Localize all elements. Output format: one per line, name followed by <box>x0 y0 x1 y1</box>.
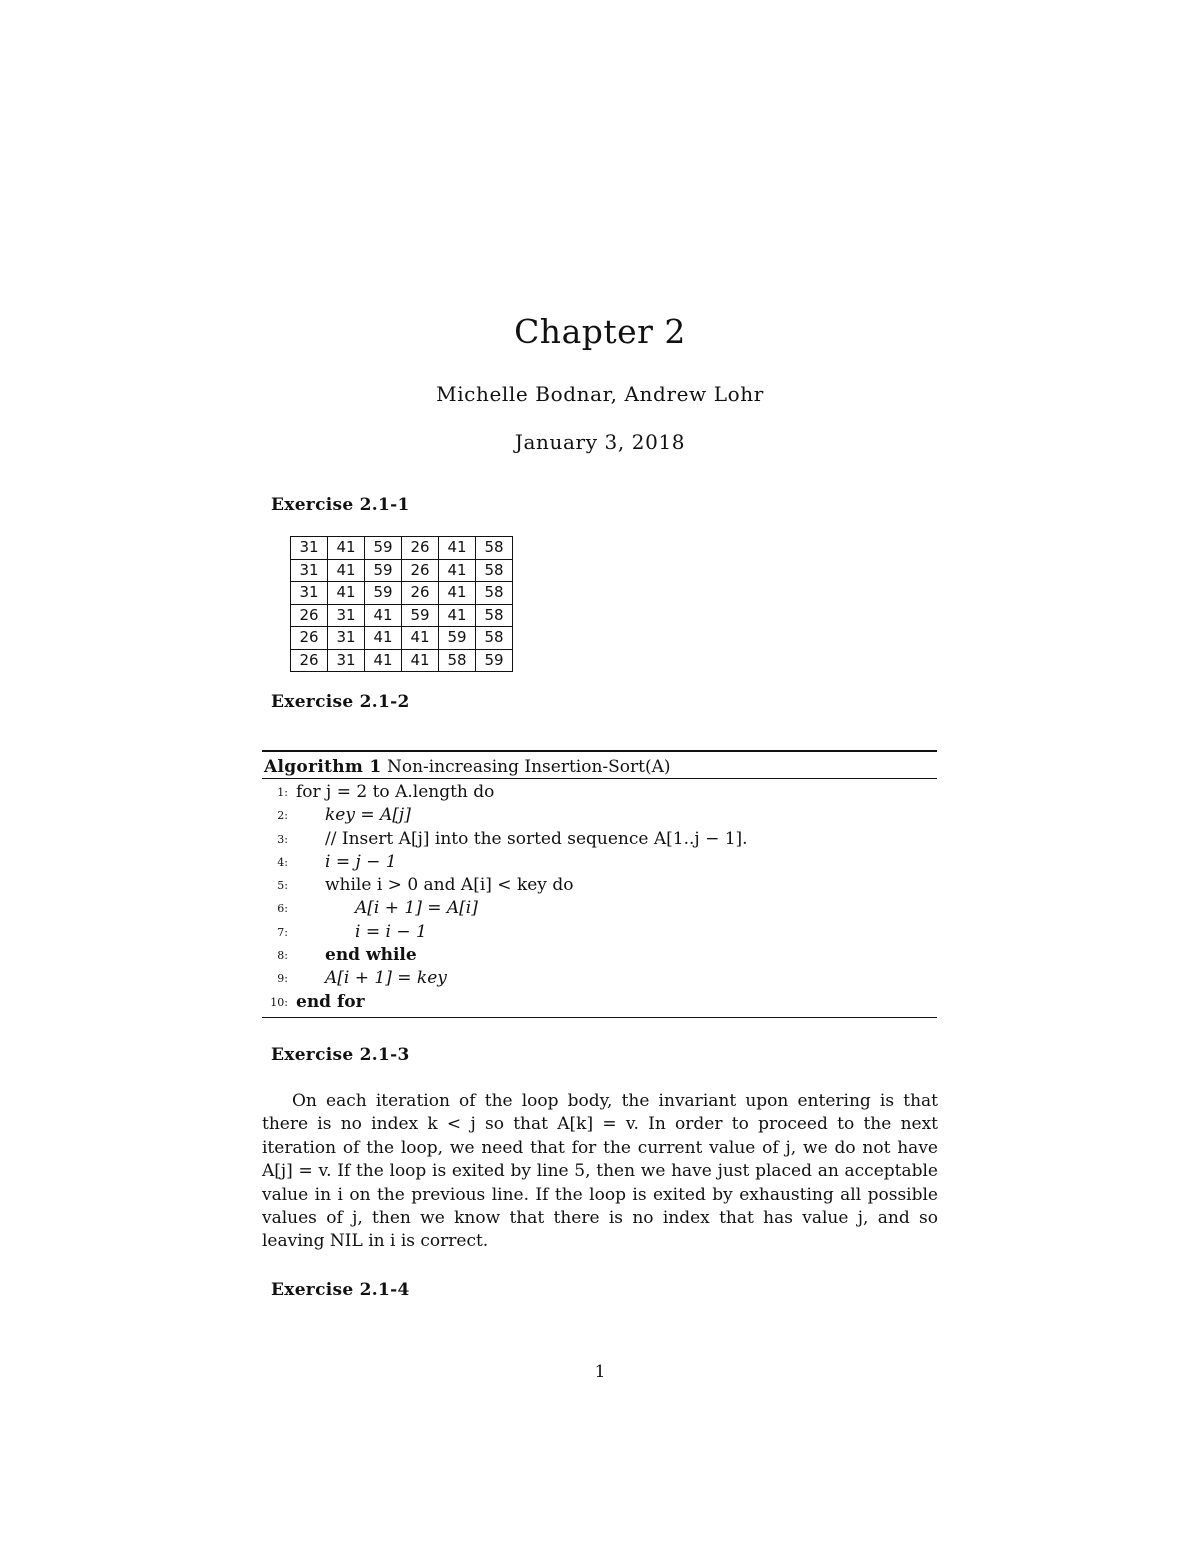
line-number: 3: <box>277 832 288 846</box>
table-cell: 26 <box>402 582 439 605</box>
algorithm-line <box>262 781 937 804</box>
line-code: A[i + 1] = A[i] <box>355 898 478 919</box>
table-cell: 59 <box>439 627 476 650</box>
line-number: 9: <box>277 972 288 986</box>
line-code: A[i + 1] = key <box>325 968 447 989</box>
table-cell: 26 <box>291 649 328 672</box>
table-cell: 41 <box>328 537 365 560</box>
table-cell: 59 <box>365 559 402 582</box>
table-row <box>291 537 513 560</box>
algorithm-line <box>262 874 937 897</box>
table-cell: 41 <box>365 604 402 627</box>
table-row <box>291 604 513 627</box>
line-code: // Insert A[j] into the sorted sequence A[1..j − 1]. <box>325 828 748 849</box>
table-cell: 41 <box>439 559 476 582</box>
algorithm-line <box>262 991 937 1014</box>
line-code: end while <box>325 945 417 966</box>
algorithm-line <box>262 921 937 944</box>
table-cell: 41 <box>365 649 402 672</box>
algorithm-line <box>262 851 937 874</box>
exercise-2-1-3-answer <box>262 1090 938 1254</box>
table-cell: 58 <box>439 649 476 672</box>
table-cell: 58 <box>476 604 513 627</box>
table-cell: 41 <box>402 627 439 650</box>
table-cell: 41 <box>328 559 365 582</box>
page-title: Chapter 2 <box>514 312 686 351</box>
table-cell: 41 <box>439 537 476 560</box>
algorithm-line <box>262 897 937 920</box>
algorithm-lines <box>262 779 937 1017</box>
table-cell: 26 <box>402 537 439 560</box>
line-number: 1: <box>277 786 288 799</box>
line-code: key = A[j] <box>325 805 411 826</box>
table-cell: 41 <box>402 649 439 672</box>
algorithm-caption <box>262 752 937 778</box>
table-cell: 59 <box>365 537 402 560</box>
line-number: 6: <box>277 902 288 916</box>
table-cell: 41 <box>328 582 365 605</box>
table-cell: 41 <box>365 627 402 650</box>
table-cell: 31 <box>328 604 365 627</box>
line-number: 2: <box>277 809 288 823</box>
algorithm-bottom-rule <box>262 1017 937 1018</box>
table-cell: 31 <box>291 582 328 605</box>
line-code: end for <box>296 991 365 1012</box>
table-cell: 58 <box>476 537 513 560</box>
exercise-heading-2-1-2: Exercise 2.1-2 <box>271 692 410 712</box>
algorithm-line <box>262 804 937 827</box>
table-row <box>291 649 513 672</box>
algorithm-label: Algorithm 1 <box>264 757 382 777</box>
algorithm-line <box>262 967 937 990</box>
exercise-heading-2-1-3: Exercise 2.1-3 <box>271 1045 410 1065</box>
table-row <box>291 627 513 650</box>
table-row <box>291 582 513 605</box>
date: January 3, 2018 <box>514 430 686 454</box>
table-cell: 31 <box>328 627 365 650</box>
line-code: i = i − 1 <box>355 921 427 942</box>
table-cell: 59 <box>365 582 402 605</box>
table-cell: 31 <box>291 537 328 560</box>
insertion-sort-trace-table <box>290 536 513 672</box>
line-number: 8: <box>277 949 288 963</box>
table-cell: 58 <box>476 559 513 582</box>
algorithm-line <box>262 828 937 851</box>
line-number: 10: <box>270 995 288 1009</box>
table-cell: 58 <box>476 582 513 605</box>
authors: Michelle Bodnar, Andrew Lohr <box>436 382 764 406</box>
table-cell: 26 <box>291 604 328 627</box>
table-cell: 31 <box>328 649 365 672</box>
table-cell: 41 <box>439 582 476 605</box>
table-row <box>291 559 513 582</box>
exercise-heading-2-1-1: Exercise 2.1-1 <box>271 495 410 515</box>
table-cell: 58 <box>476 627 513 650</box>
algorithm-name: Non-increasing Insertion-Sort(A) <box>386 757 671 777</box>
answer-paragraph: On each iteration of the loop body, the invariant upon entering is that there is no index k < j so that A[k] = v. In order to proceed to the next iteration of the loop, we need that for the current value of j, we do not have A[j] = v. If the loop is exited by line 5, then we have just placed an acceptable value in i on the previous line. If the loop is exited by exhausting all possible values of j, then we know that there is no index that has value j, and so leaving NIL in i is correct. <box>262 1091 938 1252</box>
line-code: while i > 0 and A[i] < key do <box>325 875 574 896</box>
table-cell: 41 <box>439 604 476 627</box>
table-cell: 26 <box>402 559 439 582</box>
line-number: 4: <box>277 855 288 869</box>
table-cell: 26 <box>291 627 328 650</box>
table-cell: 31 <box>291 559 328 582</box>
exercise-heading-2-1-4: Exercise 2.1-4 <box>271 1280 410 1300</box>
algorithm-block <box>262 750 937 1018</box>
table-cell: 59 <box>402 604 439 627</box>
table-cell: 59 <box>476 649 513 672</box>
line-code: i = j − 1 <box>325 851 397 872</box>
line-code: for j = 2 to A.length do <box>296 782 495 802</box>
line-number: 5: <box>277 879 288 893</box>
line-number: 7: <box>277 925 288 939</box>
algorithm-line <box>262 944 937 967</box>
page-number: 1 <box>594 1362 606 1382</box>
